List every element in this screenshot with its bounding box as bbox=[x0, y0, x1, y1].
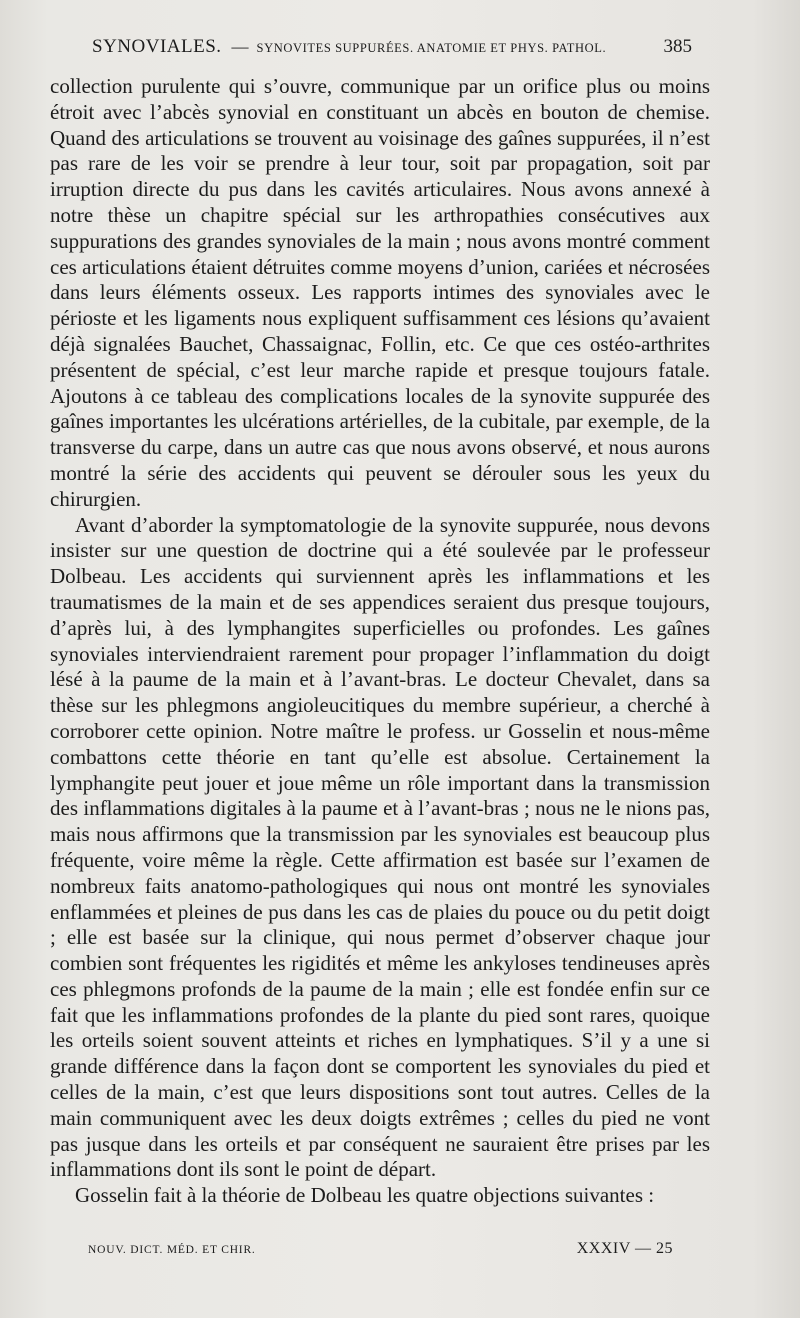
page-footer bbox=[88, 1240, 673, 1258]
body-text bbox=[50, 74, 710, 1209]
paragraph-objections: Gosselin fait à la théorie de Dolbeau les quatre objections suivantes : bbox=[75, 1183, 655, 1208]
footer-signature-title: NOUV. DICT. MÉD. ET CHIR. bbox=[88, 1244, 256, 1256]
footer-volume: XXXIV — 25 bbox=[576, 1240, 673, 1257]
paragraph-dolbeau: Avant d’aborder la symptomatologie de la synovite suppurée, nous devons insister sur une question de doctrine qui a été soulevée par le professeur Dolbeau. Les accidents qui surviennent après les inflammations et les traumatismes de la main et de ses appendices seraient dus presque toujours, d’après lui, à des lymphangites superficielles ou profondes. Les gaînes synoviales interviendraient rarement pour propager l’inflammation du doigt lésé à la paume de la main et à l’avant-bras. Le docteur Chevalet, dans sa thèse sur les phlegmons angioleucitiques du membre supérieur, a cherché à corroborer cette opinion. Notre maître le profess. ur Gosselin et nous-même combattons cette théorie en tant qu’elle est absolue. Certainement la lymphangite peut jouer et joue même un rôle important dans la transmission des inflammations digitales à la paume et à l’avant-bras ; nous ne le nions pas, mais nous affirmons que la transmission par les synoviales est beaucoup plus fréquente, voire même la règle. Cette affirmation est basée sur l’examen de nombreux faits anatomo-pathologiques qui nous ont montré les synoviales enflammées et pleines de pus dans les cas de plaies du pouce ou du petit doigt ; elle est basée sur la clinique, qui nous permet d’observer chaque jour combien sont fréquentes les rigidités et même les ankyloses tendineuses après ces phlegmons profonds de la paume de la main ; elle est fondée enfin sur ce fait que les inflammations profondes de la plante du pied sont rares, quoique les orteils soient souvent atteints et riches en lymphatiques. S’il y a une si grande différence dans la façon dont se comportent les synoviales du pied et celles de la main, c’est que leurs dispositions sont tout autres. Celles de la main communiquent avec les deux doigts extrêmes ; celles du pied ne vont pas jusque dans les orteils et par conséquent ne sauraient être prises par les inflammations dont ils sont le point de départ. bbox=[50, 512, 710, 1182]
running-header bbox=[92, 36, 692, 66]
page-number: 385 bbox=[663, 36, 692, 57]
paragraph-continued: collection purulente qui s’ouvre, communique par un orifice plus ou moins étroit avec l’abcès synovial en constituant un abcès en bouton de chemise. Quand des articulations se trouvent au voisinage des gaînes suppurées, il n’est pas rare de les voir se prendre à leur tour, soit par propagation, soit par irruption directe du pus dans les cavités articulaires. Nous avons annexé à notre thèse un chapitre spécial sur les arthropathies consécutives aux suppurations des grandes synoviales de la main ; nous avons montré comment ces articulations étaient détruites comme moyens d’union, cariées et nécrosées dans leurs éléments osseux. Les rapports intimes des synoviales avec le périoste et les ligaments nous expliquent suffisamment ces lésions qu’avaient déjà signalées Bauchet, Chassaignac, Follin, etc. Ce que ces ostéo-arthrites présentent de spécial, c’est leur marche rapide et presque toujours fatale. Ajoutons à ce tableau des complications locales de la synovite suppurée des gaînes importantes les ulcérations artérielles, de la cubitale, par exemple, de la transverse du carpe, dans un autre cas que nous avons observé, et nous aurons montré la série des accidents qui peuvent se dérouler sous les yeux du chirurgien. bbox=[50, 74, 710, 511]
running-title: SYNOVIALES. bbox=[92, 36, 222, 57]
header-subtitle: SYNOVITES SUPPURÉES. ANATOMIE ET PHYS. PATHOL. bbox=[256, 41, 607, 55]
header-dash: — bbox=[231, 37, 249, 56]
